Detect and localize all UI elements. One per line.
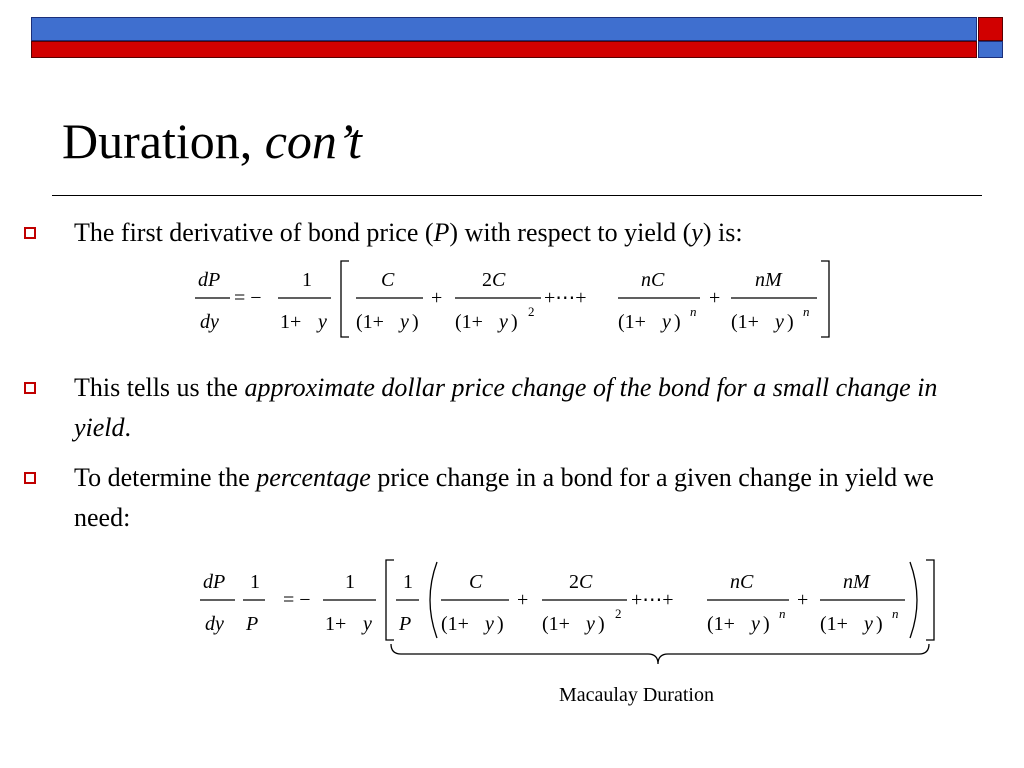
svg-text:): ) <box>763 613 770 635</box>
bullet-1-text-2: ) with respect to yield ( <box>449 218 692 247</box>
svg-text:nC: nC <box>641 269 665 291</box>
svg-text:nM: nM <box>843 571 870 593</box>
svg-text:): ) <box>511 311 518 333</box>
svg-text:2: 2 <box>615 606 622 621</box>
bullet-square-icon <box>24 227 36 239</box>
svg-text:n: n <box>892 606 899 621</box>
bullet-square-icon <box>24 382 36 394</box>
svg-text:+⋯+: +⋯+ <box>631 589 674 611</box>
title-divider <box>52 195 982 196</box>
svg-text:dy: dy <box>200 311 219 333</box>
underbrace-label: Macaulay Duration <box>559 684 714 706</box>
svg-text:C: C <box>381 269 395 291</box>
header-bar-blue <box>31 17 977 41</box>
bullet-1-var-y: y <box>691 218 703 247</box>
svg-text:n: n <box>690 304 697 319</box>
bullet-3-text-1: To determine the <box>74 463 257 492</box>
svg-text:+: + <box>517 589 529 611</box>
svg-text:dy: dy <box>205 613 224 635</box>
svg-text:dP: dP <box>198 269 221 291</box>
bullet-item-1 <box>74 213 986 253</box>
svg-text:2: 2 <box>528 304 535 319</box>
svg-text:(1+: (1+ <box>455 311 483 333</box>
svg-text:y: y <box>499 311 508 333</box>
svg-text:): ) <box>412 311 419 333</box>
svg-text:+: + <box>709 287 721 309</box>
svg-text:+⋯+: +⋯+ <box>544 287 587 309</box>
svg-text:): ) <box>787 311 794 333</box>
svg-text:1+: 1+ <box>280 311 302 333</box>
header-bar-red <box>31 41 977 58</box>
svg-text:C: C <box>579 571 593 593</box>
svg-text:1: 1 <box>403 571 413 593</box>
svg-text:): ) <box>598 613 605 635</box>
bullet-1-text-1: The first derivative of bond price ( <box>74 218 434 247</box>
svg-text:nC: nC <box>730 571 754 593</box>
svg-text:(1+: (1+ <box>618 311 646 333</box>
svg-text:1: 1 <box>345 571 355 593</box>
svg-text:= −: = − <box>283 589 311 611</box>
bullet-2-text-2: . <box>124 413 132 442</box>
svg-text:y: y <box>775 311 784 333</box>
header-square-red <box>978 17 1003 41</box>
svg-text:(1+: (1+ <box>441 613 469 635</box>
svg-text:): ) <box>674 311 681 333</box>
svg-text:nM: nM <box>755 269 782 291</box>
svg-text:): ) <box>497 613 504 635</box>
bullet-1-text-3: ) is: <box>702 218 743 247</box>
svg-text:(1+: (1+ <box>356 311 384 333</box>
svg-text:y: y <box>485 613 494 635</box>
svg-text:C: C <box>492 269 506 291</box>
slide-title <box>62 113 362 169</box>
svg-text:y: y <box>318 311 327 333</box>
bullet-3-text-2: price change in a bond for a given change in yield we need: <box>74 463 934 532</box>
bullet-3-emphasis: percentage <box>256 463 371 492</box>
svg-text:y: y <box>662 311 671 333</box>
svg-text:1+: 1+ <box>325 613 347 635</box>
slide-title-italic: con’t <box>264 113 362 169</box>
equation-percentage-price-change <box>195 558 945 670</box>
svg-text:y: y <box>400 311 409 333</box>
svg-text:(1+: (1+ <box>731 311 759 333</box>
svg-text:n: n <box>803 304 810 319</box>
svg-text:+: + <box>797 589 809 611</box>
svg-text:(1+: (1+ <box>542 613 570 635</box>
svg-text:2: 2 <box>482 269 492 291</box>
svg-text:1: 1 <box>250 571 260 593</box>
bullet-square-icon <box>24 472 36 484</box>
svg-text:y: y <box>363 613 372 635</box>
svg-text:P: P <box>399 613 412 635</box>
svg-text:y: y <box>586 613 595 635</box>
svg-text:= −: = − <box>234 287 262 309</box>
bullet-item-2 <box>74 368 986 448</box>
bullet-item-3 <box>74 458 986 538</box>
svg-text:P: P <box>246 613 259 635</box>
svg-text:): ) <box>876 613 883 635</box>
svg-text:2: 2 <box>569 571 579 593</box>
slide-title-main: Duration, <box>62 113 265 169</box>
svg-text:C: C <box>469 571 483 593</box>
svg-text:1: 1 <box>302 269 312 291</box>
equation-dollar-price-change <box>185 258 845 342</box>
svg-text:+: + <box>431 287 443 309</box>
header-square-blue <box>978 41 1003 58</box>
svg-text:y: y <box>751 613 760 635</box>
svg-text:n: n <box>779 606 786 621</box>
svg-text:(1+: (1+ <box>707 613 735 635</box>
bullet-1-var-p: P <box>433 218 450 247</box>
svg-text:dP: dP <box>203 571 226 593</box>
bullet-2-emphasis: approximate dollar price change of the bond for a small change in yield <box>74 373 938 442</box>
svg-text:y: y <box>864 613 873 635</box>
bullet-2-text-1: This tells us the <box>74 373 245 402</box>
svg-text:(1+: (1+ <box>820 613 848 635</box>
